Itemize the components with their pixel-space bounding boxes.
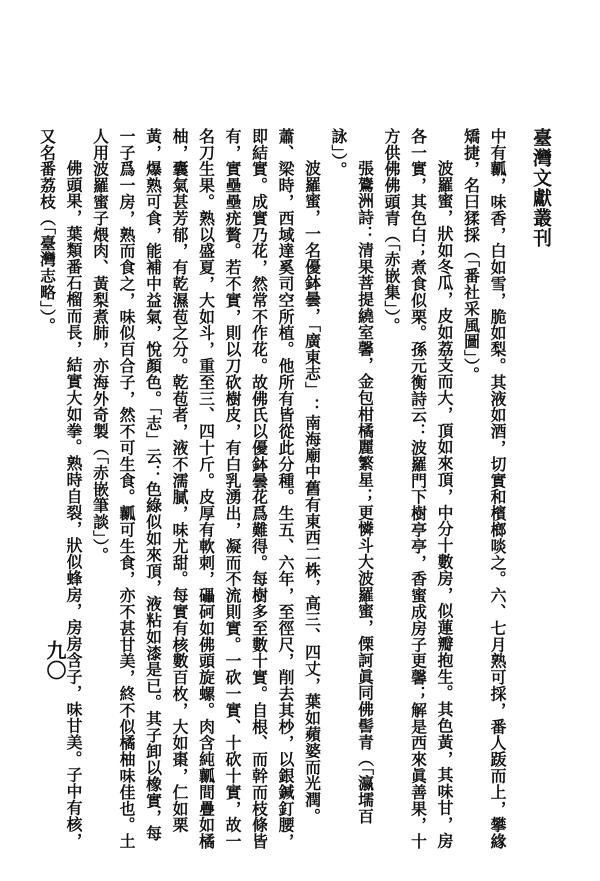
paragraph-1: 中有瓤，味香，白如雪，脆如梨。其液如酒，切實和檳榔啖之。六、七月熟可採，番人䟦而上，攀緣矯捷，名曰猱採（「番社采風圖」）。: [461, 128, 507, 850]
vertical-text-body: [33, 128, 510, 850]
paragraph-2: 波羅蜜，狀如冬瓜，皮如荔支而大，頂如來頂，中分十數房，似蓮瓣抱生。其色黃，其味甘，房各一實，其色白；煮食似栗。孫元衡詩云：波羅門下樹亭亭，香蜜成房子更馨；解是西來眞善果，十方供佛佛頭青（「赤嵌集」）。: [382, 128, 454, 850]
paragraph-3: 張鷟洲詩：清果菩提繞室馨，金包柑橘麗繁星；更憐斗大波羅蜜，傈訶眞同佛髻青（「瀛壖百詠」）。: [329, 128, 375, 825]
paragraph-5: 佛頭果，葉類番石榴而長，結實大如拳。熟時自裂，狀似蜂房，房房含子，味甘美。子中有核，又名番荔枝（「臺灣志略」）。: [37, 128, 83, 849]
running-title: 臺灣文獻叢刊: [530, 128, 552, 248]
page-number: 九〇: [43, 640, 67, 680]
paragraph-4: 波羅蜜，一名優鉢曇，「廣東志」：南海廟中舊有東西二株，高三、四丈，葉如蘋婆而光潤。蕭、梁時，西域達奚司空所植。他所有皆從此分種。生五、六年，至徑尺，削去其杪，以銀鍼釘腰，即結實。成實乃花，然常不作花。故佛氏以優鉢曇花爲難得。每樹多至數十實。自根、而幹而枝條皆有，實壘壘疣贅。若不實，則以刀砍樹皮，有白乳湧出，凝而不流則實。一砍一實、十砍十實，故一名刀生果。熟以盛夏，大如斗，重至三、四十斤。皮厚有軟刺，礧砢如佛頭旋螺。肉含純瓤間疊如橘柚，囊氣甚芳郁，有乾濕苞之分。乾苞者，液不濡膩，味尤甜。每實有核數百枚，大如棗，仁如栗黃，爆熟可食，能補中益氣，悅顏色。「志」云：色綠似如來頂，液粘如漆是已。其子卸以橡實，每一子爲一房，熟而食之，味似百合子，然不可生食。瓤可生食，亦不甚甘美，終不似橘柚味佳也。土人用波羅蜜子煨肉、黃梨煮肺，亦海外奇製（「赤嵌筆談」）。: [90, 128, 322, 850]
